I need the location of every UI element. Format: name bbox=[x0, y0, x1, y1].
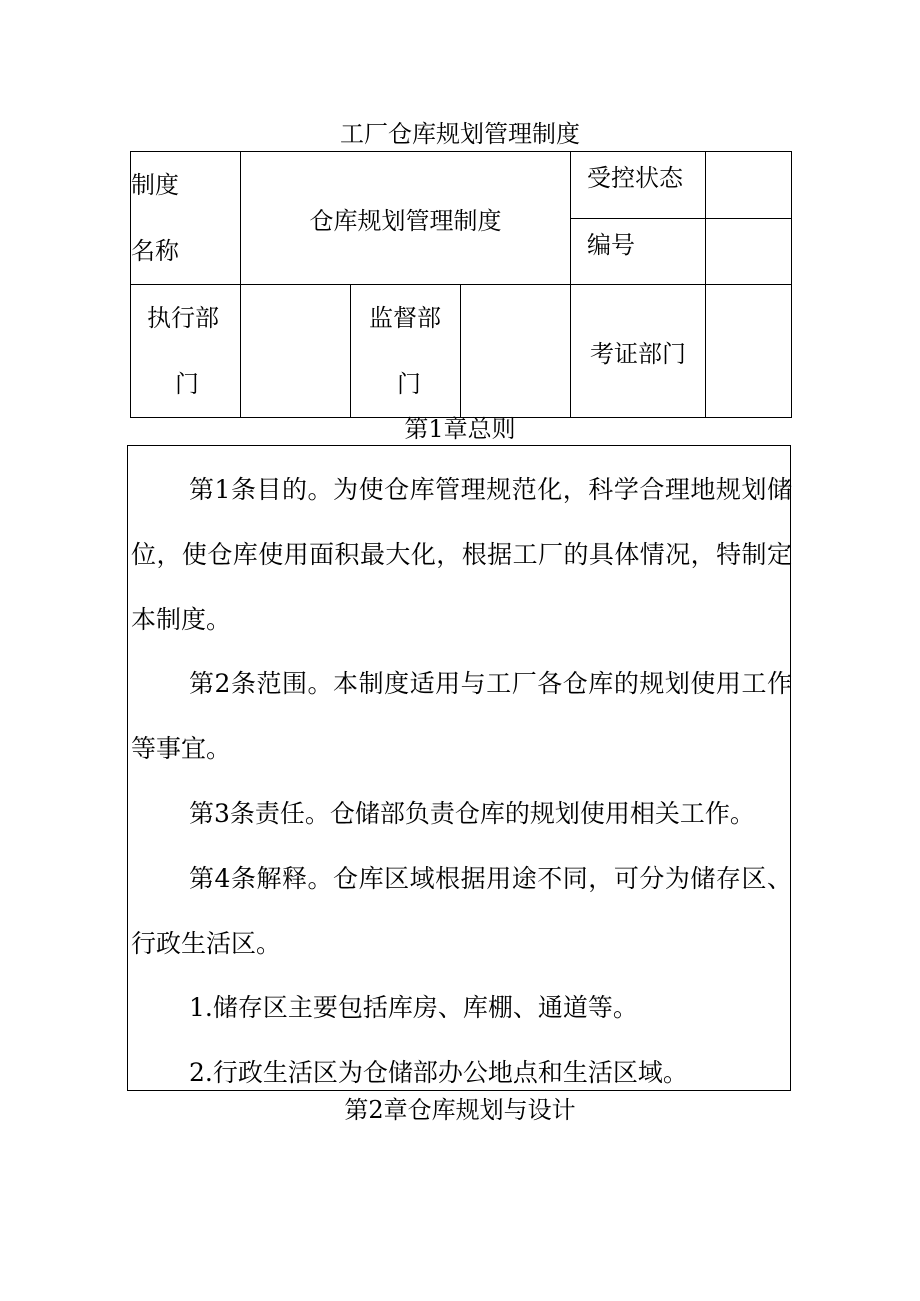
article-1-paragraph: 第1条目的。为使仓库管理规范化，科学合理地规划储位，使仓库使用面积最大化，根据工厂的具体情况，特制定本制度。 bbox=[131, 475, 792, 634]
article-4-paragraph: 第4条解释。仓库区域根据用途不同，可分为储存区、行政生活区。 bbox=[131, 863, 792, 958]
exec-dept-label-line2: 门 bbox=[175, 370, 199, 398]
system-name-label-line2: 名称 bbox=[131, 237, 179, 265]
system-name-label-line1: 制度 bbox=[131, 171, 179, 199]
article-3-paragraph: 第3条责任。仓储部负责仓库的规划使用相关工作。 bbox=[189, 798, 755, 828]
chapter-1-heading: 第1章总则 bbox=[404, 415, 516, 443]
system-name-label bbox=[131, 152, 241, 285]
control-status-label: 受控状态 bbox=[571, 152, 706, 219]
info-table bbox=[130, 151, 792, 418]
chapter-2-heading: 第2章仓库规划与设计 bbox=[344, 1096, 576, 1124]
system-name-value: 仓库规划管理制度 bbox=[241, 152, 571, 285]
control-status-value bbox=[706, 152, 792, 219]
chapter-1-content-box bbox=[127, 445, 791, 1091]
list-item-admin-area: 2.行政生活区为仓储部办公地点和生活区域。 bbox=[189, 1058, 688, 1088]
exec-dept-label bbox=[131, 285, 241, 418]
verify-dept-label: 考证部门 bbox=[571, 285, 706, 418]
article-2-paragraph: 第2条范围。本制度适用与工厂各仓库的规划使用工作等事宜。 bbox=[131, 669, 792, 764]
list-item-storage-area: 1.储存区主要包括库房、库棚、通道等。 bbox=[189, 993, 638, 1023]
exec-dept-label-line1: 执行部 bbox=[147, 304, 219, 332]
supervise-dept-label-line1: 监督部 bbox=[369, 304, 441, 332]
supervise-dept-label bbox=[351, 285, 461, 418]
number-label: 编号 bbox=[571, 218, 706, 285]
verify-dept-value bbox=[706, 285, 792, 418]
number-value bbox=[706, 218, 792, 285]
supervise-dept-label-line2: 门 bbox=[397, 370, 421, 398]
exec-dept-value bbox=[241, 285, 351, 418]
supervise-dept-value bbox=[461, 285, 571, 418]
document-title: 工厂仓库规划管理制度 bbox=[340, 120, 580, 148]
